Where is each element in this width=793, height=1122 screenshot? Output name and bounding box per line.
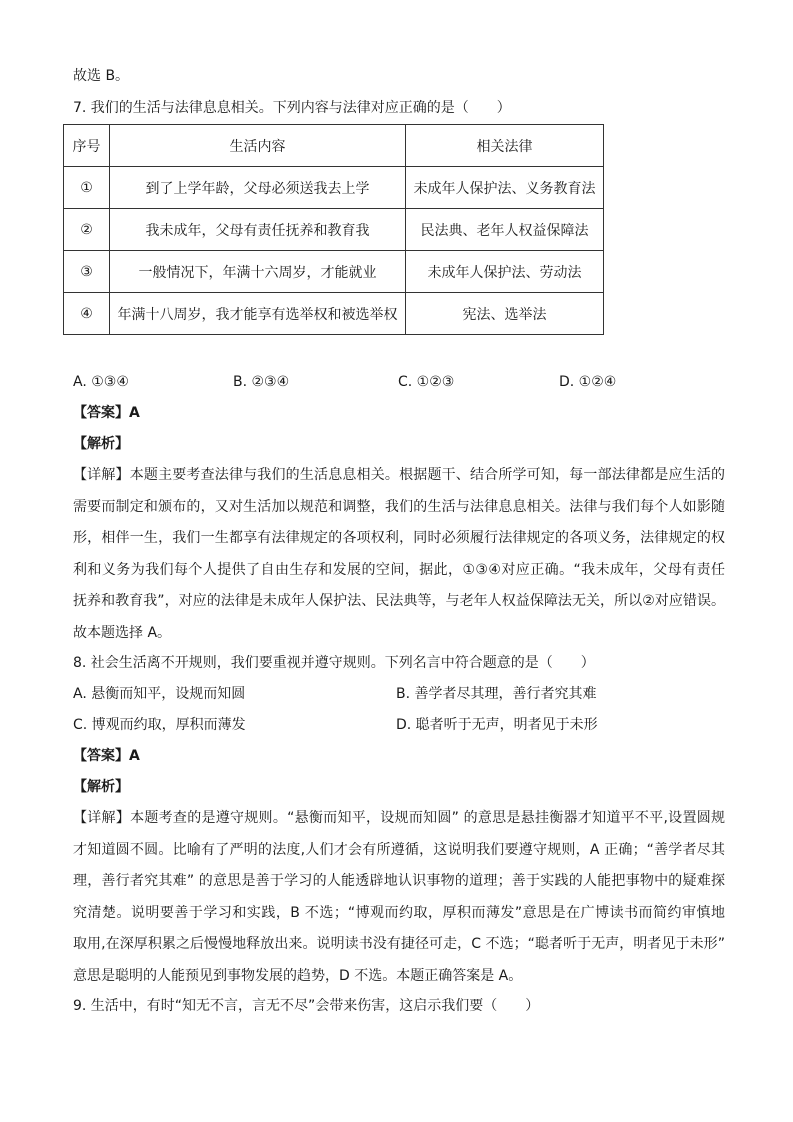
q7-option-c: C. ①②③ [398,374,455,390]
q8-answer: 【答案】A [73,748,140,764]
q8-detail-line: 【详解】本题考查的是遵守规则。“悬衡而知平，设规而知圆” 的意思是悬挂衡器才知道平不平,设置圆规 [73,810,725,826]
row-index: ① [64,167,110,209]
q8-detail-line: 才知道圆不圆。比喻有了严明的法度,人们才会有所遵循，这说明我们要遵守规则，A 正确；“善学者尽其 [73,841,725,858]
table-row [64,251,604,293]
row-index: ③ [64,251,110,293]
q7-detail-line: 故本题选择 A。 [73,624,172,641]
header-related-law: 相关法律 [406,125,604,167]
q8-detail-line: 取用,在深厚积累之后慢慢地释放出来。说明读书没有捷径可走，C 不选；“聪者听于无声，明者见于未形” [73,936,725,952]
row-life-content: 年满十八周岁，我才能享有选举权和被选举权 [110,293,406,335]
q7-detail-line: 【详解】本题主要考查法律与我们的生活息息相关。根据题干、结合所学可知，每一部法律都是应生活的 [73,467,725,483]
header-index: 序号 [64,125,110,167]
q8-detail-line: 究清楚。说明要善于学习和实践，B 不选；“博观而约取，厚积而薄发”意思是在广博读书而简约审慎地 [73,904,725,921]
q7-detail-line: 需要而制定和颁布的，又对生活加以规范和调整，我们的生活与法律息息相关。法律与我们每个人如影随 [73,498,725,515]
row-related-law: 未成年人保护法、劳动法 [406,251,604,293]
header-life-content: 生活内容 [110,125,406,167]
table-row [64,209,604,251]
q7-option-b: B. ②③④ [233,374,290,390]
row-related-law: 宪法、选举法 [406,293,604,335]
q9-stem: 9. 生活中，有时“知无不言，言无不尽”会带来伤害，这启示我们要（ ） [73,998,540,1014]
row-index: ② [64,209,110,251]
row-life-content: 到了上学年龄，父母必须送我去上学 [110,167,406,209]
q7-option-a: A. ①③④ [73,374,129,390]
table-row [64,293,604,335]
row-index: ④ [64,293,110,335]
q8-option-c: C. 博观而约取，厚积而薄发 [73,717,246,733]
q7-detail-line: 利和义务为我们每个人提供了自由生存和发展的空间，据此，①③④对应正确。“我未成年，父母有责任 [73,561,725,578]
q7-answer: 【答案】A [73,405,140,421]
q8-detail-line: 理，善行者究其难” 的意思是善于学习的人能透辟地认识事物的道理；善于实践的人能把事物中的疑难探 [73,873,725,889]
row-life-content: 我未成年，父母有责任抚养和教育我 [110,209,406,251]
q8-analysis-label: 【解析】 [73,779,129,795]
q8-detail [73,803,725,992]
row-life-content: 一般情况下，年满十六周岁，才能就业 [110,251,406,293]
q7-stem: 7. 我们的生活与法律息息相关。下列内容与法律对应正确的是（ ） [73,100,511,116]
table-row [64,167,604,209]
q7-detail-line: 形，相伴一生，我们一生都享有法律规定的各项权利，同时必须履行法律规定的各项义务，法律规定的权 [73,530,725,546]
q8-option-a: A. 悬衡而知平，设规而知圆 [73,686,246,702]
table-header-row [64,125,604,167]
q8-detail-line: 意思是聪明的人能预见到事物发展的趋势，D 不选。本题正确答案是 A。 [73,967,523,984]
q8-option-b: B. 善学者尽其理，善行者究其难 [396,686,597,702]
row-related-law: 未成年人保护法、义务教育法 [406,167,604,209]
q8-option-d: D. 聪者听于无声，明者见于未形 [396,717,598,733]
q7-law-table [63,124,604,335]
q7-option-d: D. ①②④ [559,374,617,390]
q7-analysis-label: 【解析】 [73,436,129,452]
previous-conclusion: 故选 B。 [73,68,130,84]
q7-detail-line: 抚养和教育我”，对应的法律是未成年人保护法、民法典等，与老年人权益保障法无关，所以②对应错误。 [73,593,725,609]
row-related-law: 民法典、老年人权益保障法 [406,209,604,251]
q7-detail [73,460,725,649]
q8-stem: 8. 社会生活离不开规则，我们要重视并遵守规则。下列名言中符合题意的是（ ） [73,655,595,671]
